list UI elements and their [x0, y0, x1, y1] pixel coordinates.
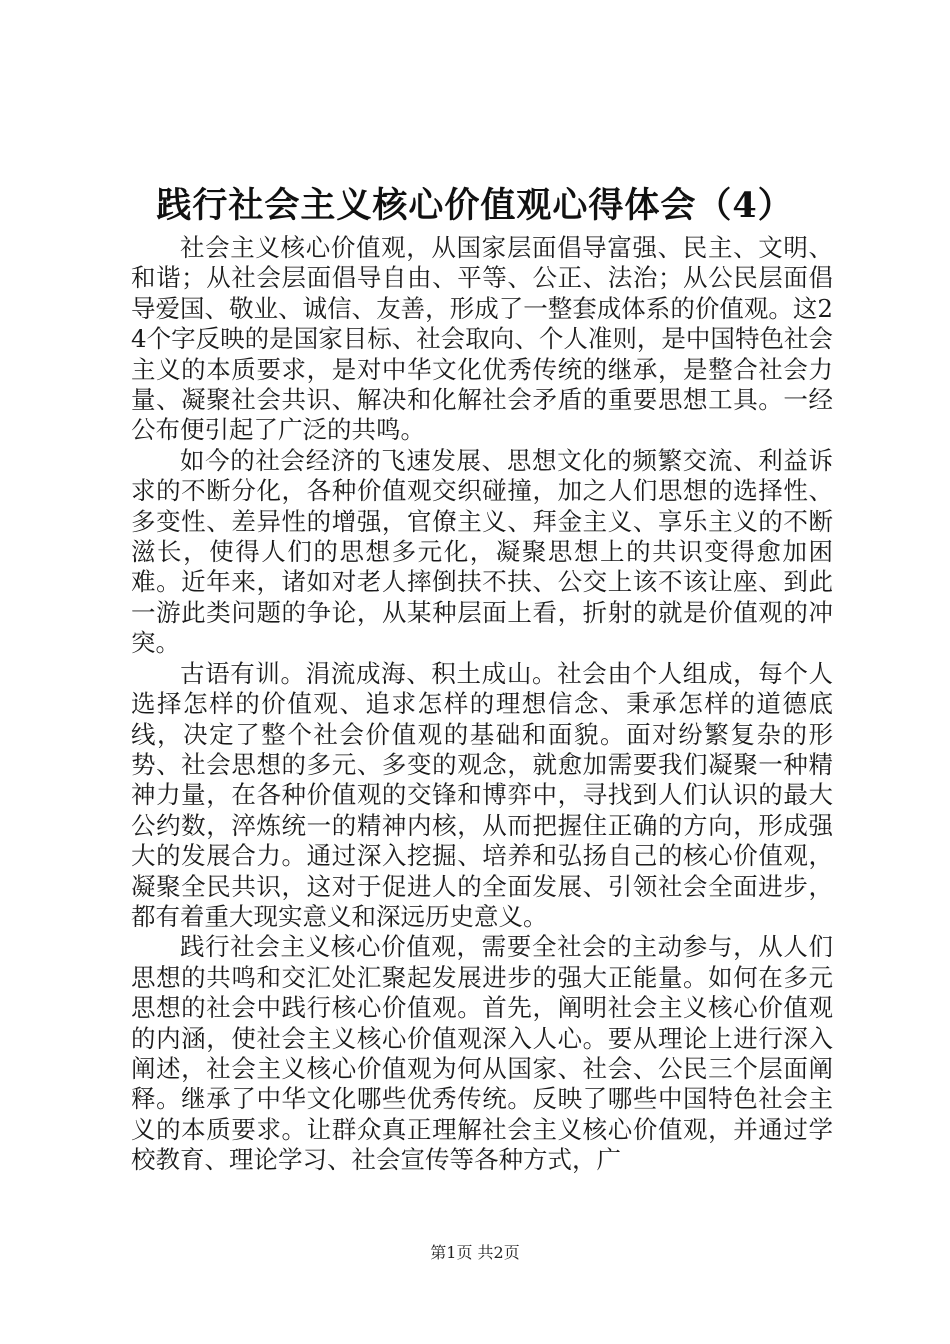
paragraph-3: 古语有训。涓流成海、积土成山。社会由个人组成，每个人选择怎样的价值观、追求怎样的理想信念、秉承怎样的道德底线，决定了整个社会价值观的基础和面貌。面对纷繁复杂的形势、社会思想的多元、多变的观念，就愈加需要我们凝聚一种精神力量，在各种价值观的交锋和博弈中，寻找到人们认识的最大公约数，淬炼统一的精神内核，从而把握住正确的方向，形成强大的发展合力。通过深入挖掘、培养和弘扬自己的核心价值观，凝聚全民共识，这对于促进人的全面发展、引领社会全面进步，都有着重大现实意义和深远历史意义。	[131, 658, 833, 931]
paragraph-1: 社会主义核心价值观，从国家层面倡导富强、民主、文明、和谐；从社会层面倡导自由、平等、公正、法治；从公民层面倡导爱国、敬业、诚信、友善，形成了一整套成体系的价值观。这24个字反映的是国家目标、社会取向、个人准则，是中国特色社会主义的本质要求，是对中华文化优秀传统的继承，是整合社会力量、凝聚社会共识、解决和化解社会矛盾的重要思想工具。一经公布便引起了广泛的共鸣。	[131, 233, 833, 445]
document-title: 践行社会主义核心价值观心得体会（4）	[156, 185, 794, 226]
page-footer: 第1页 共2页	[430, 1243, 520, 1262]
paragraph-2: 如今的社会经济的飞速发展、思想文化的频繁交流、利益诉求的不断分化，各种价值观交织碰撞，加之人们思想的选择性、多变性、差异性的增强，官僚主义、拜金主义、享乐主义的不断滋长，使得人们的思想多元化，凝聚思想上的共识变得愈加困难。近年来，诸如对老人摔倒扶不扶、公交上该不该让座、到此一游此类问题的争论，从某种层面上看，折射的就是价值观的冲突。	[131, 445, 833, 658]
document-body	[131, 233, 833, 1176]
paragraph-4: 践行社会主义核心价值观，需要全社会的主动参与，从人们思想的共鸣和交汇处汇聚起发展进步的强大正能量。如何在多元思想的社会中践行核心价值观。首先，阐明社会主义核心价值观的内涵，使社会主义核心价值观深入人心。要从理论上进行深入阐述，社会主义核心价值观为何从国家、社会、公民三个层面阐释。继承了中华文化哪些优秀传统。反映了哪些中国特色社会主义的本质要求。让群众真正理解社会主义核心价值观，并通过学校教育、理论学习、社会宣传等各种方式，广	[131, 932, 833, 1175]
